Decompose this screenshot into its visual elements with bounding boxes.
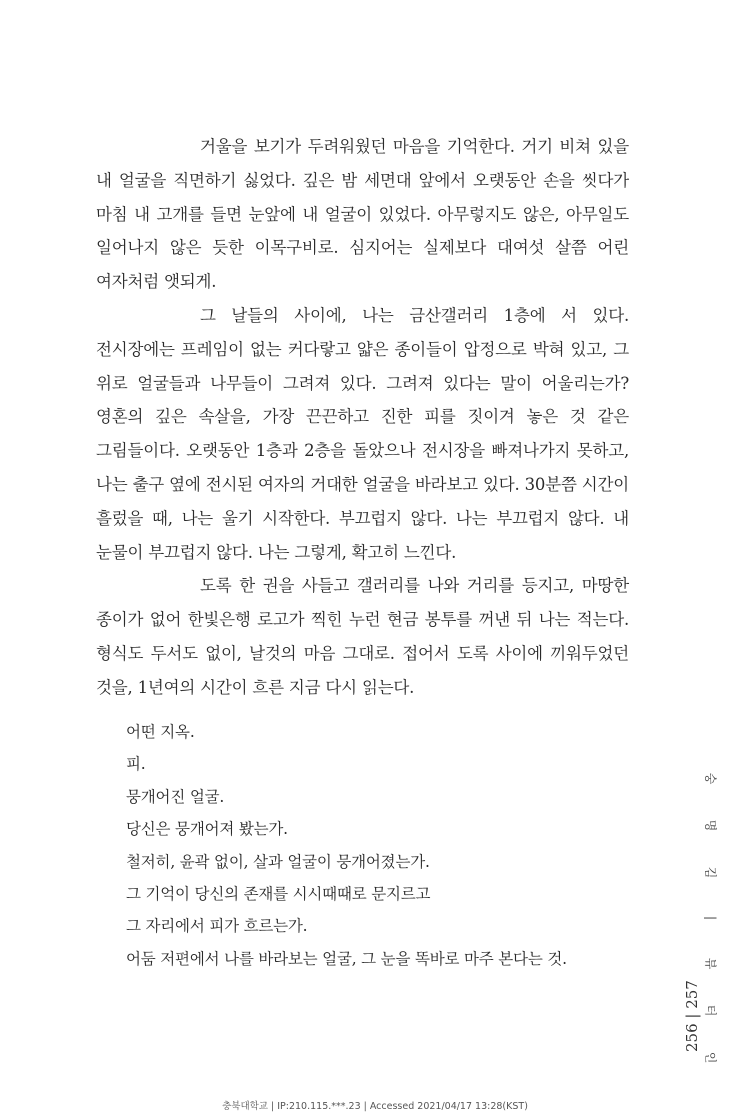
poem-line: 어둠 저편에서 나를 바라보는 얼굴, 그 눈을 똑바로 마주 본다는 것.: [126, 949, 567, 968]
running-head: [700, 770, 722, 1066]
running-head-char: 터: [703, 1004, 718, 1017]
poem-line: 그 자리에서 피가 흐르는가.: [126, 917, 308, 936]
running-head-char: 숭: [703, 772, 718, 785]
running-head-char: |: [703, 915, 718, 921]
paragraph-2: 그 날들의 사이에, 나는 금산갤러리 1층에 서 있다. 전시장에는 프레임이 없는 커다랗고 얇은 종이들이 압정으로 박혀 있고, 그 위로 얼굴들과 나무들이 그려져 있다. 그려져 있다는 말이 어울리는가? 영혼의 깊은 속살을, 가장 끈끈하고 진한 피를 짓이겨 놓은 것 같은 그림들이다. 오랫동안 1층과 2층을 돌았으나 전시장을 빠져나가지 못하고, 나는 출구 옆에 전시된 여자의 거대한 얼굴을 바라보고 있다. 30분쯤 시간이 흘렀을 때, 나는 울기 시작한다. 부끄럽지 않다. 나는 부끄럽지 않다. 내 눈물이 부끄럽지 않다. 나는 그렇게, 확고히 느낀다.: [96, 305, 629, 562]
poem-line: 그 기억이 당신의 존재를 시시때때로 문지르고: [126, 885, 431, 904]
running-head-char: 명: [703, 819, 718, 832]
poem-line: 어떤 지옥.: [126, 723, 195, 741]
access-footer: 충북대학교 | IP:210.115.***.23 | Accessed 2021/04/17 13:28(KST): [222, 1101, 528, 1112]
running-head-char: 인: [703, 1051, 718, 1064]
paragraph-3: 도록 한 권을 사들고 갤러리를 나와 거리를 등지고, 마땅한 종이가 없어 한빛은행 로고가 찍힌 누런 현금 봉투를 꺼낸 뒤 나는 적는다. 형식도 두서도 없이, 날것의 마음 그대로. 접어서 도록 사이에 끼워두었던 것을, 1년여의 시간이 흐른 지금 다시 읽는다.: [96, 576, 629, 697]
page-corner-ornament: [720, 1000, 750, 1080]
poem-line: 당신은 뭉개어져 봤는가.: [126, 820, 288, 839]
running-head-char: 김: [703, 866, 718, 879]
paragraph-1: 거울을 보기가 두려워웠던 마음을 기억한다. 거기 비쳐 있을 내 얼굴을 직면하기 싫었다. 깊은 밤 세면대 앞에서 오랫동안 손을 씻다가 마침 내 고개를 들면 눈앞에 내 얼굴이 있었다. 아무렇지도 않은, 아무일도 일어나지 않은 듯한 이목구비로. 심지어는 실제보다 대여섯 살쯤 어린 여자처럼 앳되게.: [96, 137, 629, 292]
body-text: [96, 130, 629, 705]
poem-line: 피.: [126, 755, 146, 774]
page-number: 256 | 257: [683, 980, 701, 1052]
poem: [126, 716, 626, 975]
running-head-char: 뷰: [703, 957, 718, 970]
poem-line: 철저히, 윤곽 없이, 살과 얼굴이 뭉개어졌는가.: [126, 852, 430, 871]
poem-line: 뭉개어진 얼굴.: [126, 787, 225, 806]
